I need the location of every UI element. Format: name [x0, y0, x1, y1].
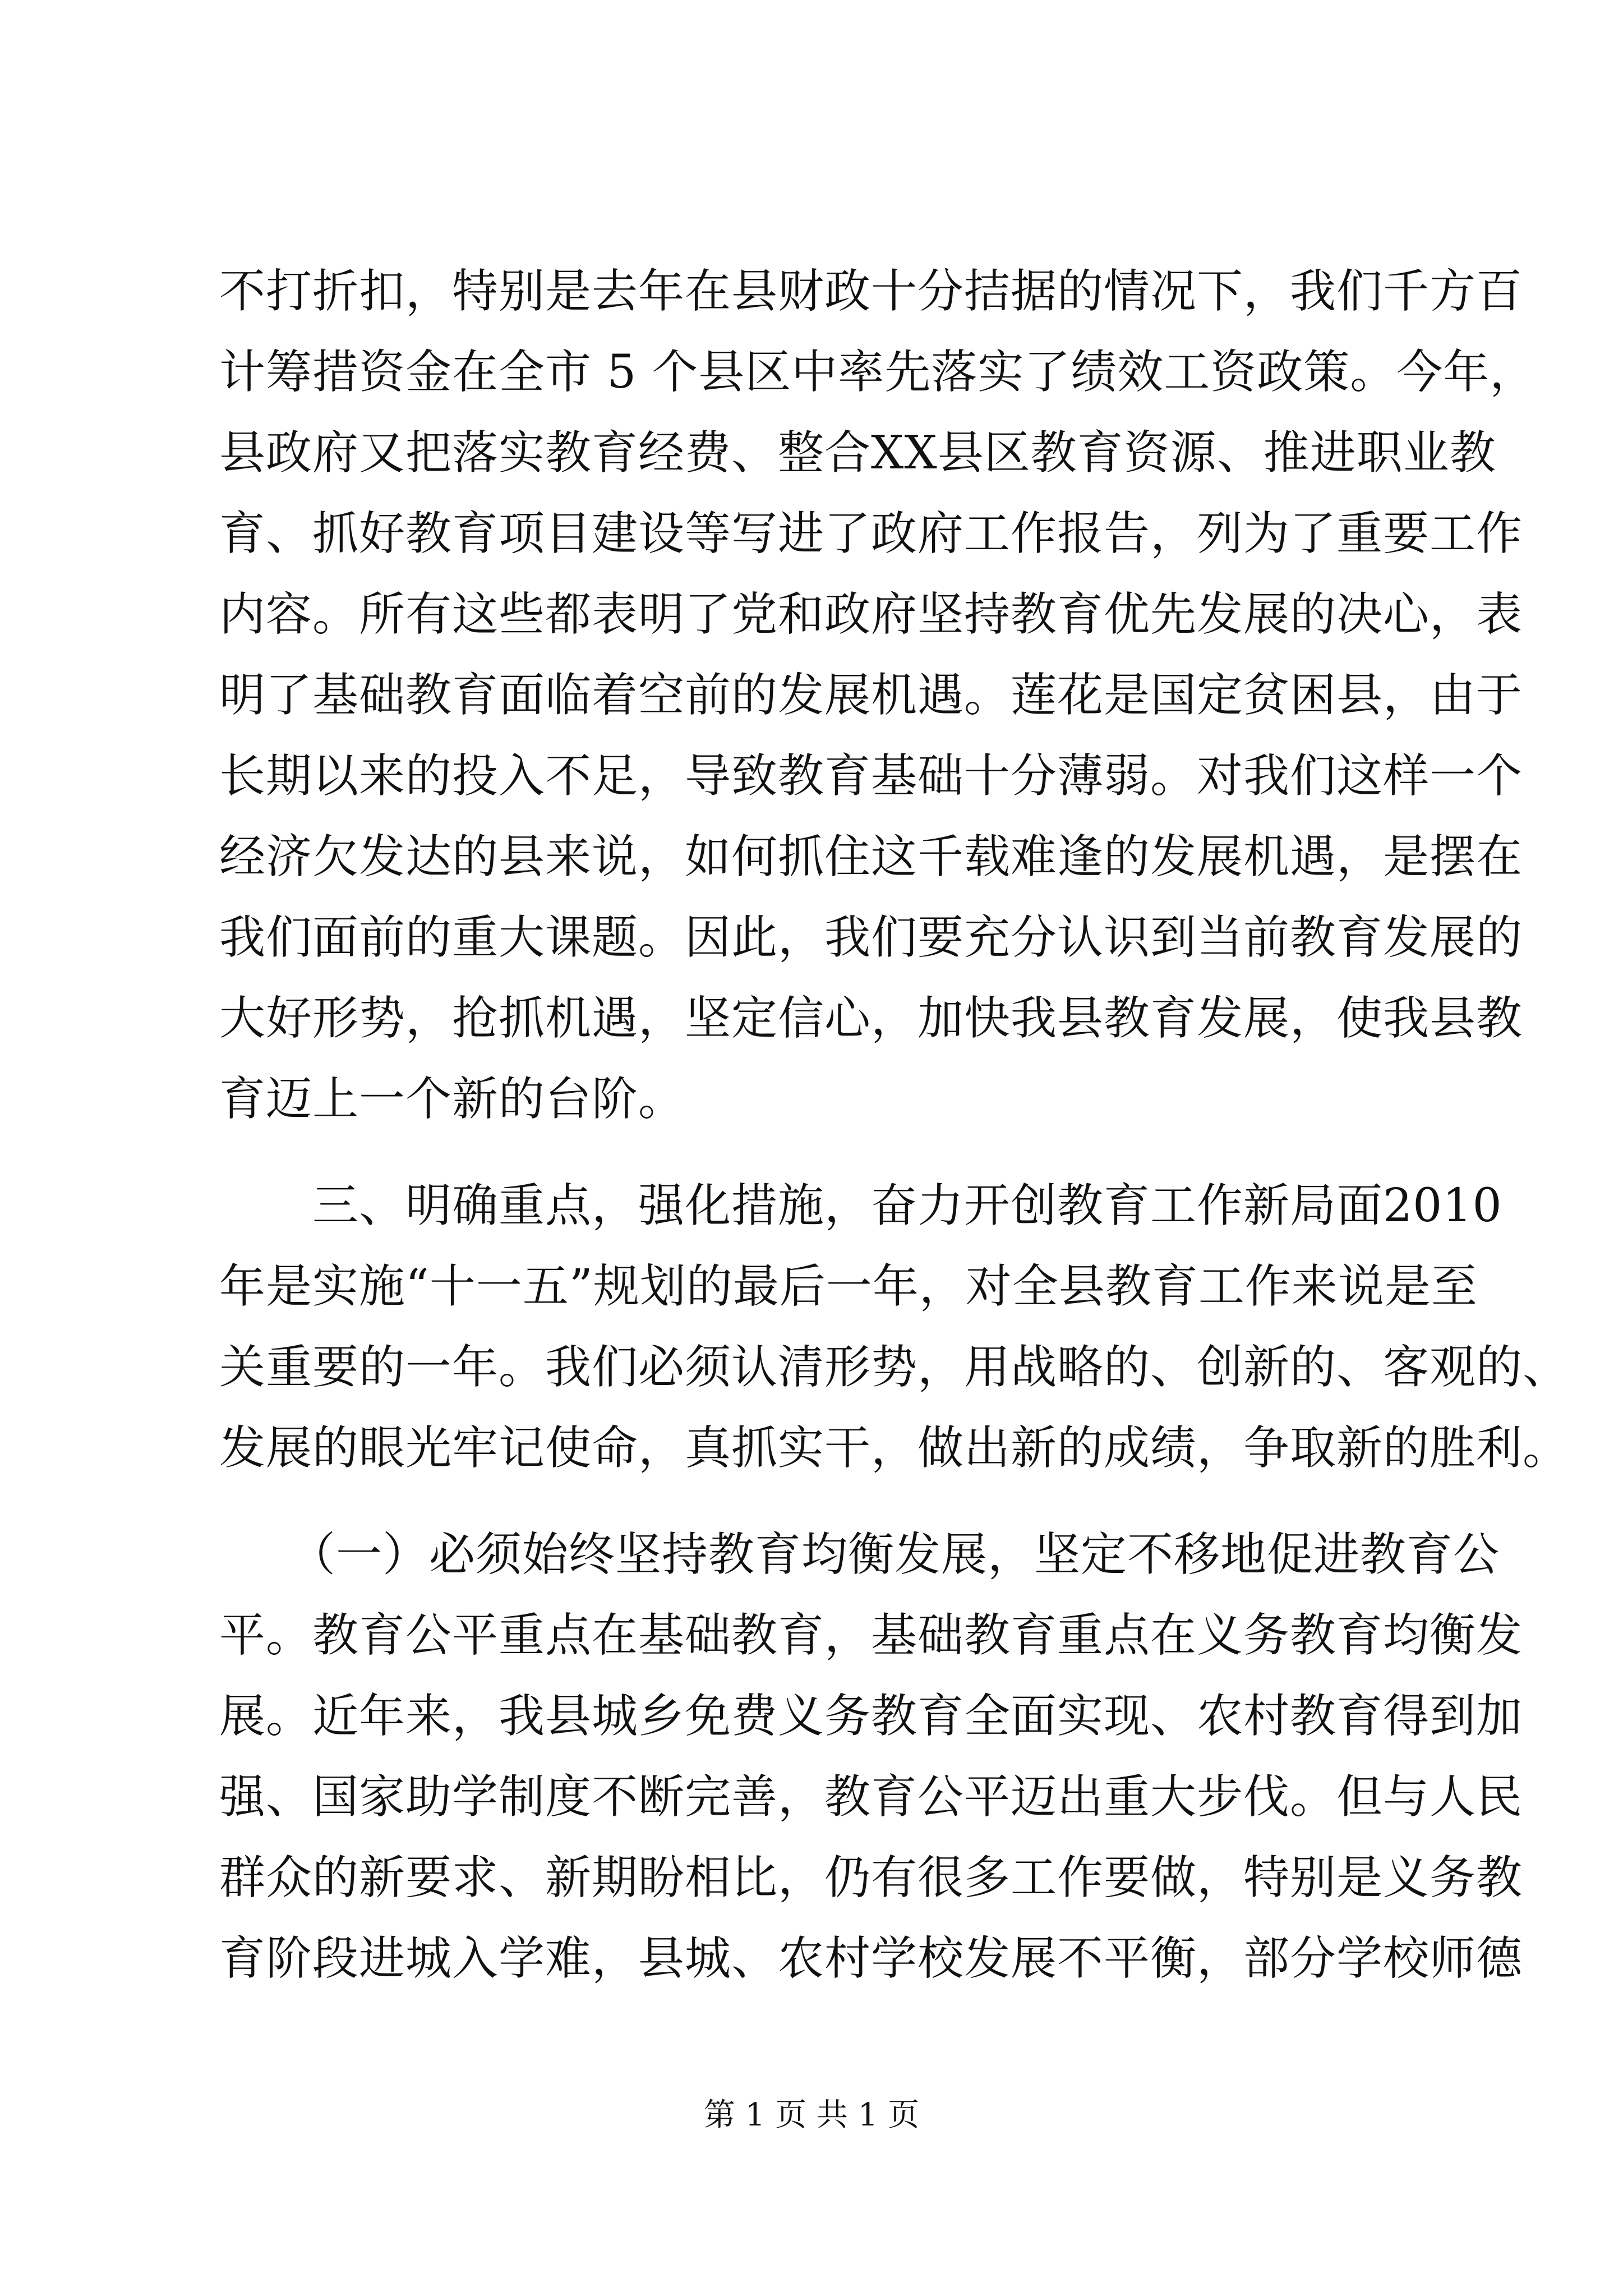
text-line: 大好形势，抢抓机遇，坚定信心，加快我县教育发展，使我县教: [219, 992, 1523, 1045]
text-line: 内容。所有这些都表明了党和政府坚持教育优先发展的决心，表: [219, 588, 1523, 641]
paragraph-1: [219, 251, 1537, 1140]
text-line: 长期以来的投入不足，导致教育基础十分薄弱。对我们这样一个: [219, 749, 1523, 803]
paragraph-2: [219, 1166, 1570, 1489]
paragraph-3: [219, 1515, 1523, 1999]
text-line: 育阶段进城入学难，县城、农村学校发展不平衡，部分学校师德: [219, 1932, 1523, 1985]
text-line: 县政府又把落实教育经费、整合XX县区教育资源、推进职业教: [219, 426, 1496, 480]
text-line: 年是实施“十一五”规划的最后一年，对全县教育工作来说是至: [219, 1260, 1478, 1313]
text-line: 关重要的一年。我们必须认清形势，用战略的、创新的、客观的、: [219, 1341, 1570, 1394]
text-line: （一）必须始终坚持教育均衡发展，坚定不移地促进教育公: [219, 1528, 1500, 1581]
text-line: 群众的新要求、新期盼相比，仍有很多工作要做，特别是义务教: [219, 1851, 1523, 1904]
text-line: 经济欠发达的县来说，如何抓住这千载难逢的发展机遇，是摆在: [219, 830, 1523, 884]
page-footer: 第 1 页 共 1 页: [703, 2097, 920, 2133]
text-line: 育迈上一个新的台阶。: [219, 1073, 685, 1126]
text-line: 育、抓好教育项目建设等写进了政府工作报告，列为了重要工作: [219, 507, 1523, 560]
text-line: 明了基础教育面临着空前的发展机遇。莲花是国定贫困县，由于: [219, 669, 1523, 722]
text-line: 平。教育公平重点在基础教育，基础教育重点在义务教育均衡发: [219, 1609, 1523, 1662]
text-line: 我们面前的重大课题。因此，我们要充分认识到当前教育发展的: [219, 911, 1523, 964]
text-line: 计筹措资金在全市 5 个县区中率先落实了绩效工资政策。今年，: [219, 346, 1537, 399]
text-line: 不打折扣，特别是去年在县财政十分拮据的情况下，我们千方百: [219, 265, 1523, 318]
text-line: 三、明确重点，强化措施，奋力开创教育工作新局面2010: [219, 1179, 1502, 1232]
text-line: 展。近年来，我县城乡免费义务教育全面实现、农村教育得到加: [219, 1690, 1523, 1743]
document-body: [219, 251, 1570, 1999]
text-line: 强、国家助学制度不断完善，教育公平迈出重大步伐。但与人民: [219, 1770, 1523, 1824]
text-line: 发展的眼光牢记使命，真抓实干，做出新的成绩，争取新的胜利。: [219, 1421, 1570, 1475]
